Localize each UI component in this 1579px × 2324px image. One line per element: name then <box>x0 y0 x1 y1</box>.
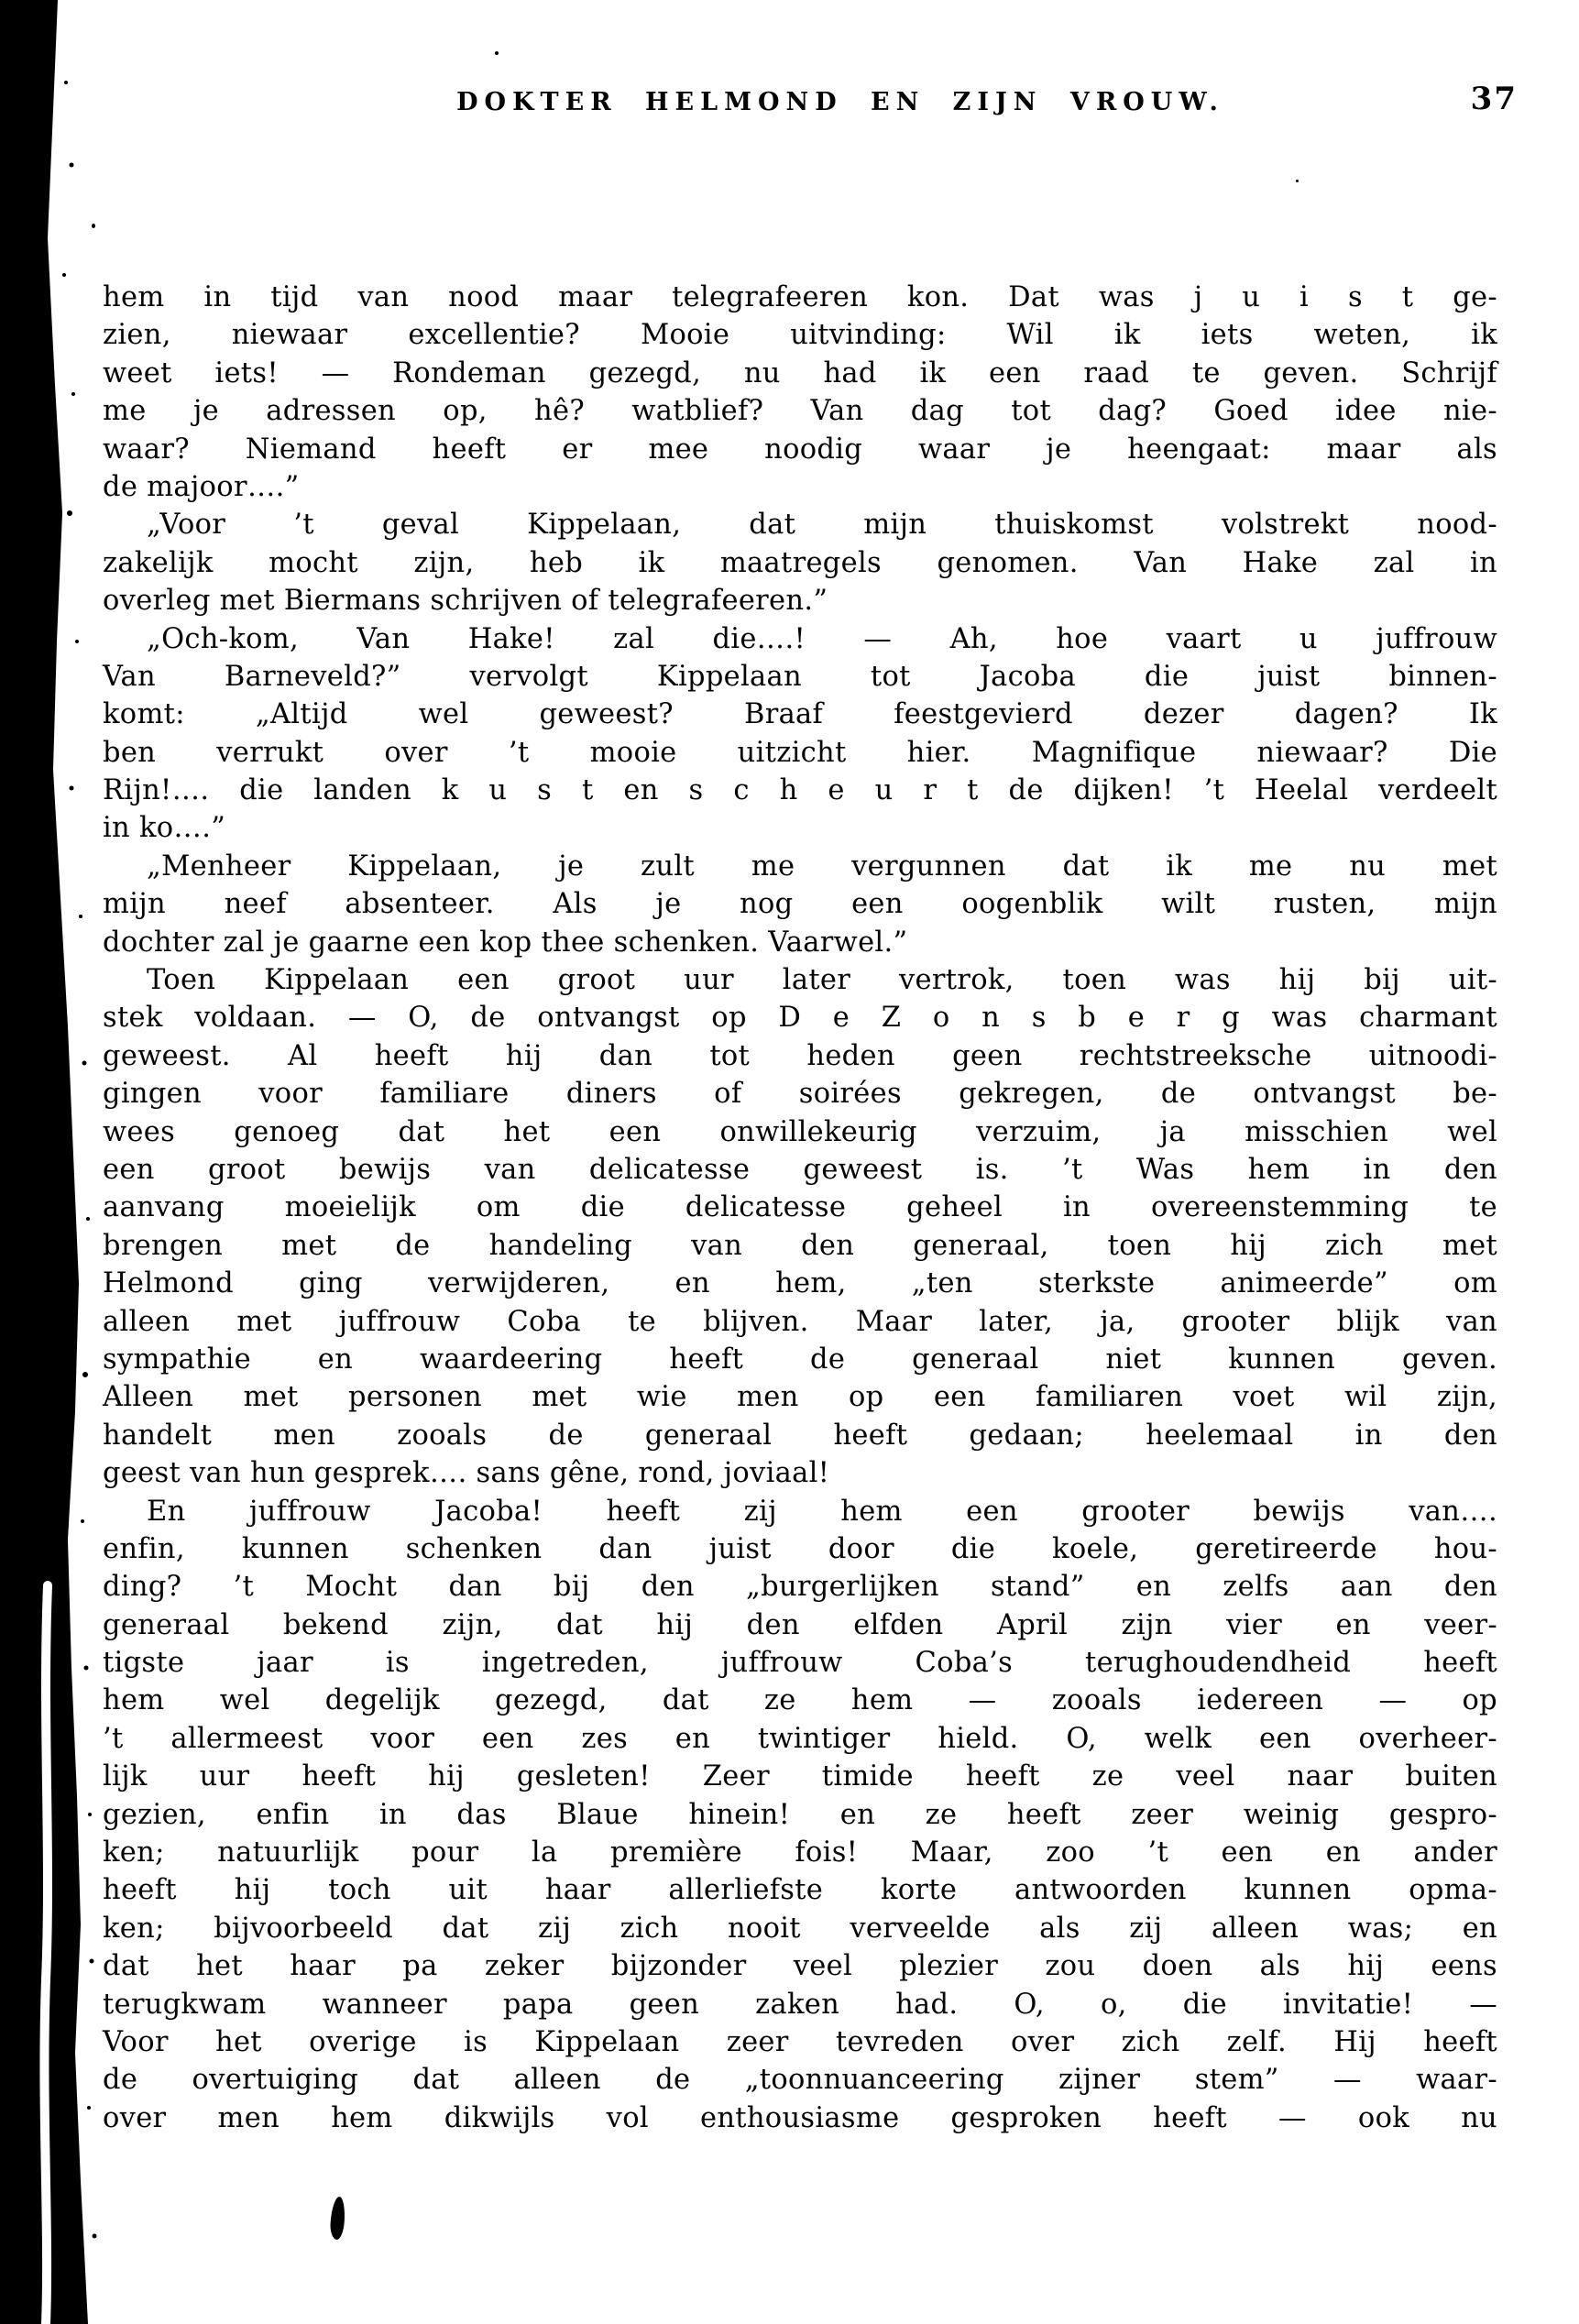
running-title: DOKTER HELMOND EN ZIJN VROUW. <box>456 88 1224 116</box>
text-line: weet iets! — Rondeman gezegd, nu had ik een raad te geven. Schrijf <box>103 356 1497 389</box>
text-line: wees genoeg dat het een onwillekeurig verzuim, ja misschien wel <box>103 1115 1497 1148</box>
text-line: hem in tijd van nood maar telegrafeeren kon. Dat was j u i s t ge- <box>103 281 1497 313</box>
text-line: „Voor ’t geval Kippelaan, dat mijn thuiskomst volstrekt nood- <box>147 509 1497 542</box>
text-line: gingen voor familiare diners of soirées gekregen, de ontvangst be- <box>103 1078 1497 1111</box>
text-line: alleen met juffrouw Coba te blijven. Maar later, ja, grooter blijk van <box>103 1305 1497 1338</box>
text-line: brengen met de handeling van den generaal, toen hij zich met <box>103 1229 1497 1262</box>
page-header <box>103 81 1518 117</box>
text-line: terugkwam wanneer papa geen zaken had. O, o, die invitatie! — <box>103 1988 1497 2021</box>
scan-speck <box>495 51 499 55</box>
text-line: ken; bijvoorbeeld dat zij zich nooit verveelde als zij alleen was; en <box>103 1912 1497 1945</box>
text-line: stek voldaan. — O, de ontvangst op D e Z o n s b e r g was charmant <box>103 1002 1497 1035</box>
text-line: waar? Niemand heeft er mee noodig waar je heengaat: maar als <box>103 433 1497 466</box>
text-line: Van Barneveld?” vervolgt Kippelaan tot Jacoba die juist binnen- <box>103 660 1497 693</box>
text-line: komt: „Altijd wel geweest? Braaf feestgevierd dezer dagen? Ik <box>103 698 1497 731</box>
text-line: ken; natuurlijk pour la première fois! Maar, zoo ’t een en ander <box>103 1836 1497 1869</box>
text-line: over men hem dikwijls vol enthousiasme gesproken heeft — ook nu <box>103 2101 1497 2134</box>
text-line: me je adressen op, hê? watblief? Van dag tot dag? Goed idee nie- <box>103 395 1497 428</box>
paragraph <box>103 620 1497 848</box>
text-line: de majoor…​.” <box>103 470 300 503</box>
text-line: lijk uur heeft hij gesleten! Zeer timide heeft ze veel naar buiten <box>103 1760 1497 1793</box>
text-line: hem wel degelijk gezegd, dat ze hem — zooals iedereen — op <box>103 1684 1497 1717</box>
text-line: dochter zal je gaarne een kop thee schenken. Vaarwel.” <box>103 926 908 959</box>
text-line: Alleen met personen met wie men op een familiaren voet wil zijn, <box>103 1381 1497 1414</box>
text-line: enfin, kunnen schenken dan juist door die koele, geretireerde hou- <box>103 1532 1497 1565</box>
text-line: „Och-kom, Van Hake! zal die….! — Ah, hoe vaart u juffrouw <box>147 622 1497 655</box>
page-number: 37 <box>1470 81 1518 117</box>
text-line: geest van hun gesprek…. sans gêne, rond, joviaal! <box>103 1457 830 1490</box>
text-line: ben verrukt over ’t mooie uitzicht hier. Magnifique niewaar? Die <box>103 736 1497 769</box>
text-line: gezien, enfin in das Blaue hinein! en ze heeft zeer weinig gespro- <box>103 1798 1497 1831</box>
text-line: een groot bewijs van delicatesse geweest is. ’t Was hem in den <box>103 1153 1497 1186</box>
text-line: Voor het overige is Kippelaan zeer tevreden over zich zelf. Hij heeft <box>103 2025 1497 2058</box>
paragraph <box>103 848 1497 961</box>
text-line: tigste jaar is ingetreden, juffrouw Coba’s terughoudendheid heeft <box>103 1647 1497 1680</box>
text-line: handelt men zooals de generaal heeft gedaan; heelemaal in den <box>103 1419 1497 1452</box>
text-line: generaal bekend zijn, dat hij den elfden April zijn vier en veer- <box>103 1608 1497 1641</box>
text-line: „Menheer Kippelaan, je zult me vergunnen dat ik me nu met <box>147 850 1497 882</box>
scan-speck <box>92 224 95 228</box>
ink-blot-artifact <box>329 2197 345 2241</box>
binding-shadow <box>0 0 110 2324</box>
text-line: ding? ’t Mocht dan bij den „burgerlijken stand” en zelfs aan den <box>103 1571 1497 1604</box>
paragraph <box>103 279 1497 506</box>
text-line: zakelijk mocht zijn, heb ik maatregels genomen. Van Hake zal in <box>103 546 1497 579</box>
text-line: sympathie en waardeering heeft de generaal niet kunnen geven. <box>103 1343 1497 1376</box>
text-line: in ko….” <box>103 812 226 845</box>
text-line: zien, niewaar excellentie? Mooie uitvinding: Wil ik iets weten, ik <box>103 319 1497 352</box>
text-line: Toen Kippelaan een groot uur later vertrok, toen was hij bij uit- <box>147 964 1497 997</box>
body-text <box>103 279 1497 2137</box>
text-line: geweest. Al heeft hij dan tot heden geen rechtstreeksche uitnoodi- <box>103 1039 1497 1072</box>
text-line: dat het haar pa zeker bijzonder veel plezier zou doen als hij eens <box>103 1950 1497 1983</box>
text-line: de overtuiging dat alleen de „toonnuanceering zijner stem” — waar- <box>103 2064 1497 2097</box>
paragraph <box>103 961 1497 1492</box>
text-line: aanvang moeielijk om die delicatesse geheel in overeenstemming te <box>103 1191 1497 1224</box>
text-line: Rijn!…. die landen k u s t en s c h e u r t de dijken! ’t Heelal verdeelt <box>103 774 1497 807</box>
text-line: overleg met Biermans schrijven of telegrafeeren.” <box>103 585 828 618</box>
text-line: mijn neef absenteer. Als je nog een oogenblik wilt rusten, mijn <box>103 888 1497 921</box>
scan-speck <box>1296 180 1299 182</box>
text-line: ’t allermeest voor een zes en twintiger hield. O, welk een overheer- <box>103 1722 1497 1755</box>
paragraph <box>103 506 1497 619</box>
text-line: heeft hij toch uit haar allerliefste korte antwoorden kunnen opma- <box>103 1874 1497 1907</box>
text-line: Helmond ging verwijderen, en hem, „ten sterkste animeerde” om <box>103 1267 1497 1300</box>
paragraph <box>103 1493 1497 2138</box>
text-line: En juffrouw Jacoba! heeft zij hem een grooter bewijs van…. <box>147 1495 1497 1528</box>
